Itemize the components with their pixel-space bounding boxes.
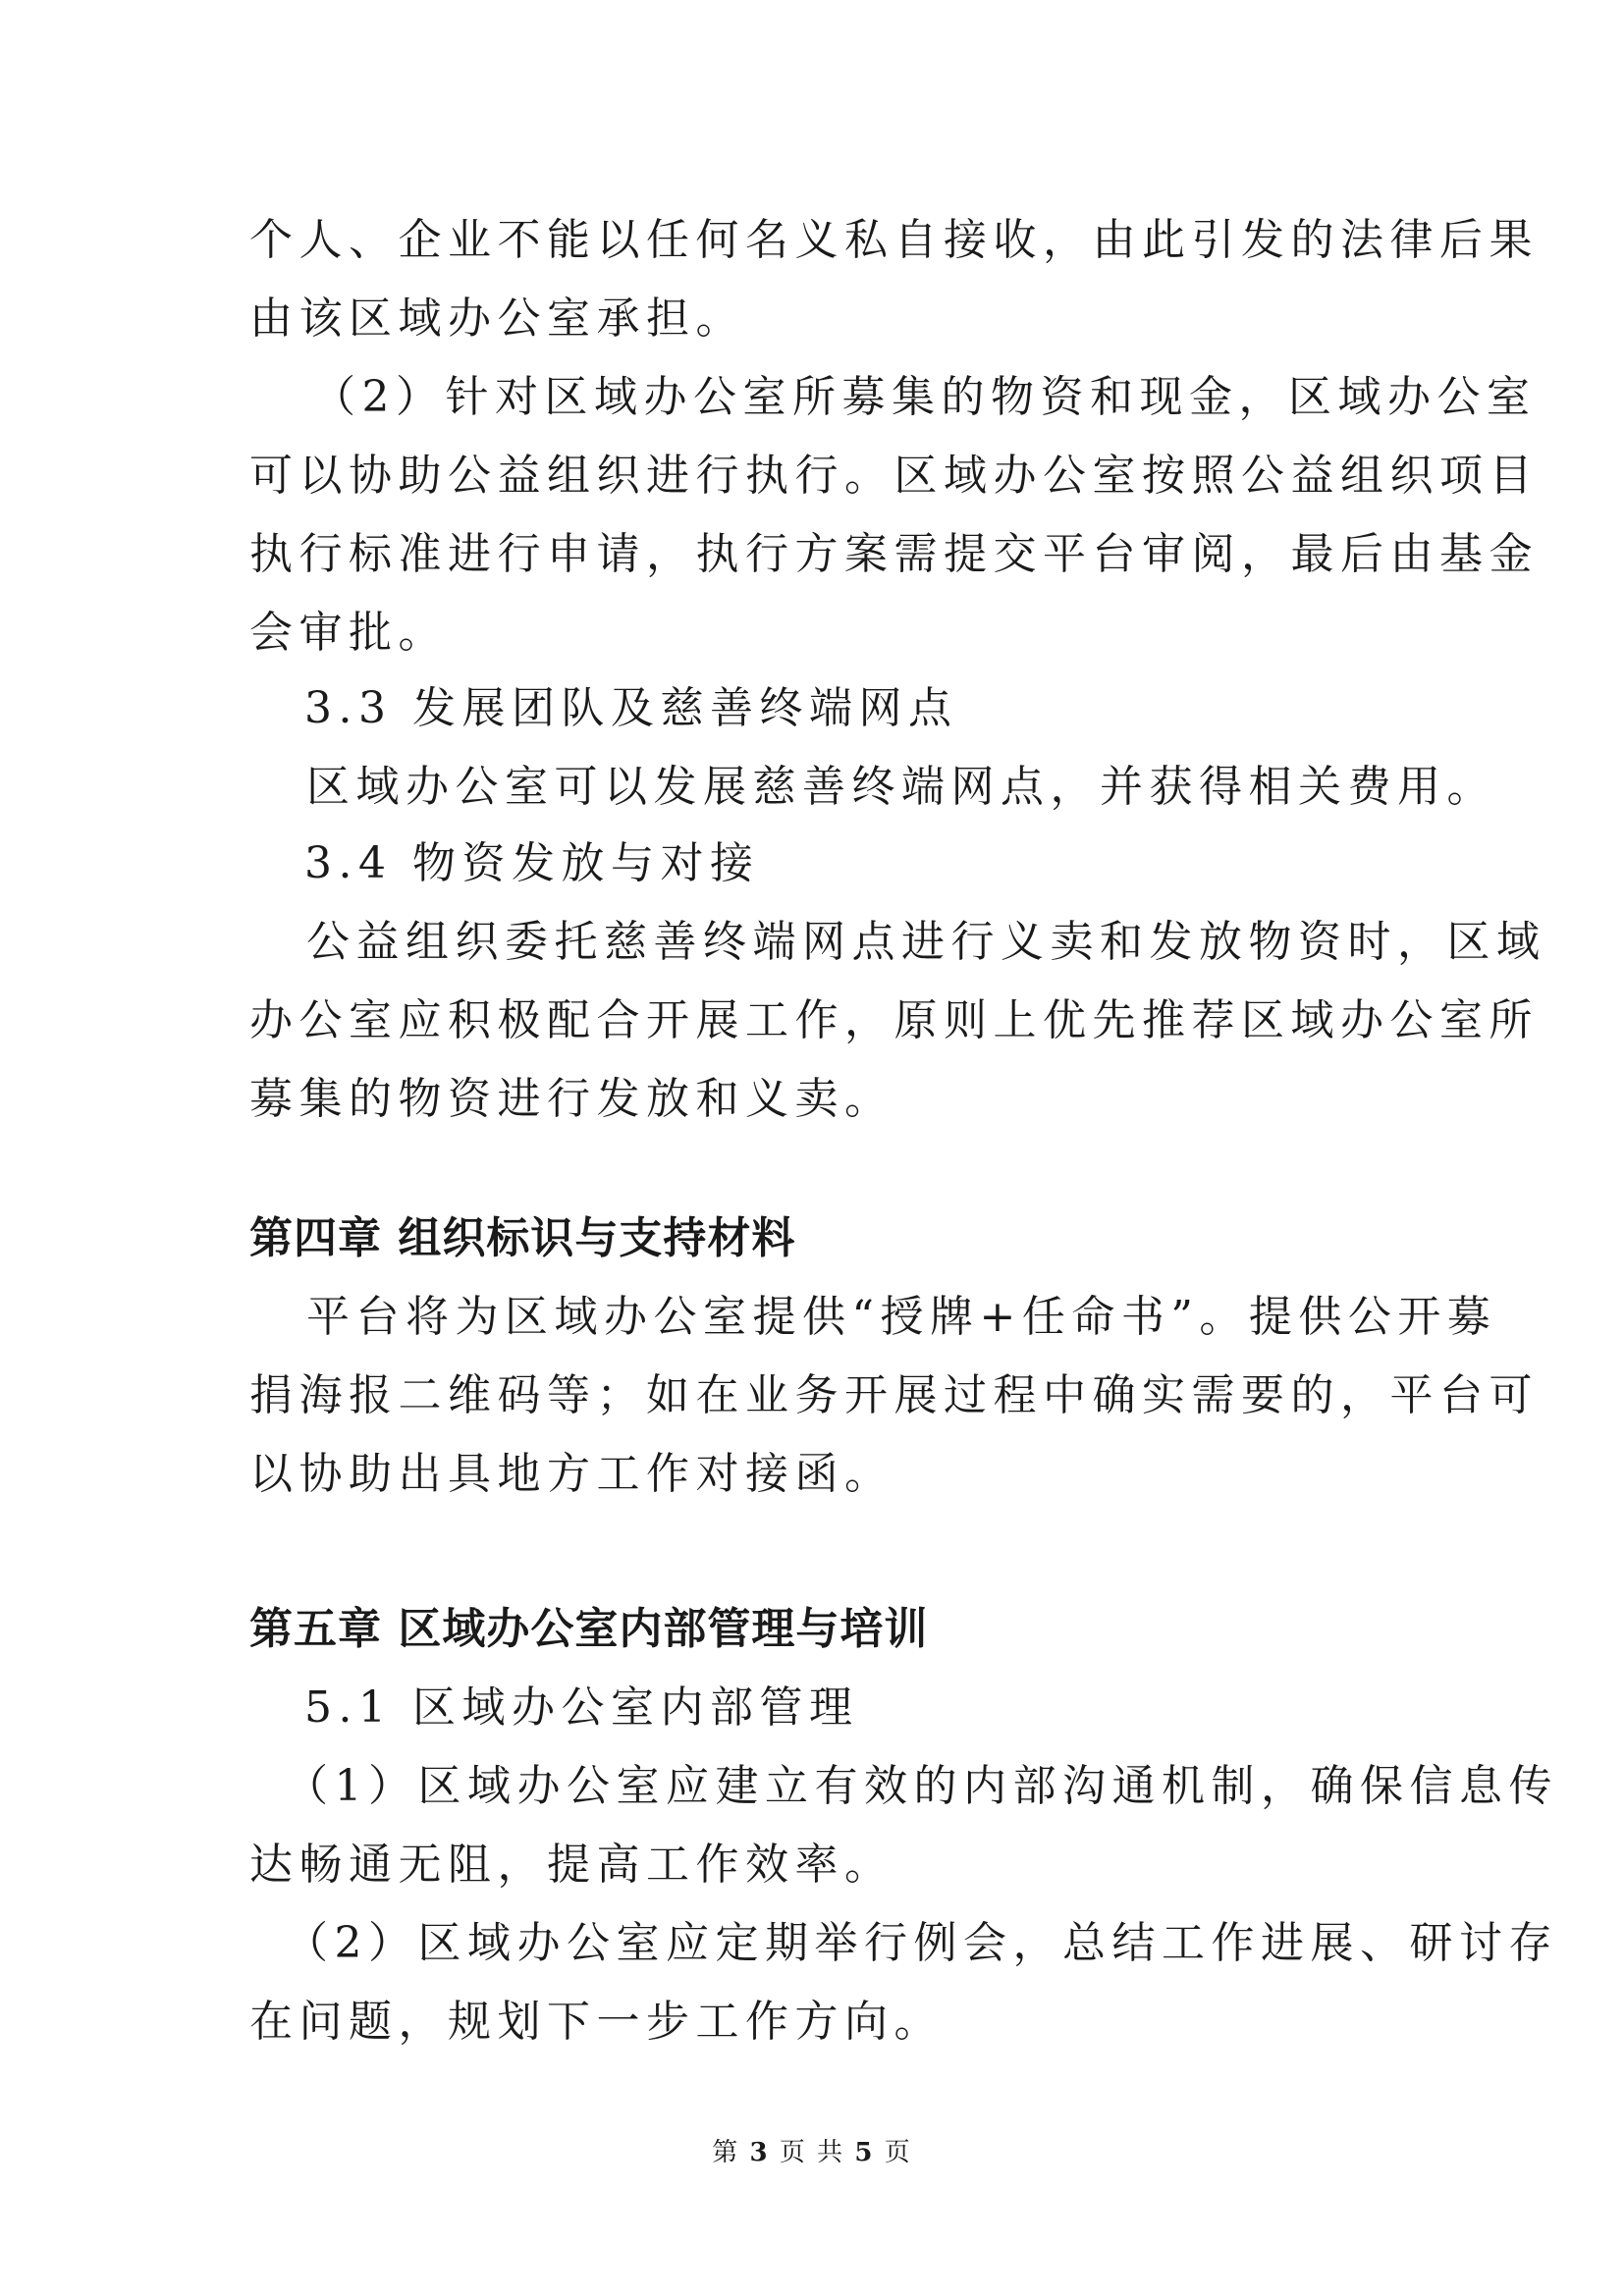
footer-middle: 页 共 [779, 2138, 845, 2167]
section-heading: 3.3 发展团队及慈善终端网点 [304, 683, 958, 733]
paragraph-line: （1）区域办公室应建立有效的内部沟通机制，确保信息传 [285, 1761, 1558, 1811]
paragraph-line: 个人、企业不能以任何名义私自接收，由此引发的法律后果 [249, 215, 1539, 265]
paragraph-line: 可以协助公益组织进行执行。区域办公室按照公益组织项目 [249, 451, 1539, 501]
paragraph-line: 会审批。 [249, 608, 448, 658]
paragraph-line: 捐海报二维码等；如在业务开展过程中确实需要的，平台可 [249, 1370, 1539, 1420]
paragraph-line: 以协助出具地方工作对接函。 [249, 1449, 894, 1499]
paragraph-line: 办公室应积极配合开展工作，原则上优先推荐区域办公室所 [249, 995, 1539, 1045]
section-heading: 5.1 区域办公室内部管理 [304, 1682, 859, 1733]
paragraph-line: 达畅通无阻，提高工作效率。 [249, 1840, 894, 1890]
paragraph-line: 募集的物资进行发放和义卖。 [249, 1074, 894, 1124]
paragraph-line: （2）区域办公室应定期举行例会，总结工作进展、研讨存 [285, 1918, 1558, 1968]
chapter-title: 第五章 区域办公室内部管理与培训 [249, 1604, 929, 1654]
paragraph-line: 平台将为区域办公室提供“授牌+任命书”。提供公开募 [306, 1292, 1497, 1342]
current-page-number: 3 [749, 2138, 770, 2167]
paragraph-line: （2）针对区域办公室所募集的物资和现金，区域办公室 [312, 372, 1537, 422]
footer-prefix: 第 [712, 2138, 740, 2167]
paragraph-line: 在问题，规划下一步工作方向。 [249, 1997, 944, 2047]
paragraph-line: 区域办公室可以发展慈善终端网点，并获得相关费用。 [306, 762, 1496, 812]
paragraph-line: 执行标准进行申请，执行方案需提交平台审阅，最后由基金 [249, 529, 1539, 579]
paragraph-line: 由该区域办公室承担。 [249, 294, 745, 344]
page-footer [0, 2133, 1624, 2172]
footer-suffix: 页 [884, 2138, 912, 2167]
chapter-title: 第四章 组织标识与支持材料 [249, 1213, 796, 1263]
section-heading: 3.4 物资发放与对接 [304, 838, 760, 888]
total-pages-number: 5 [854, 2138, 875, 2167]
paragraph-line: 公益组织委托慈善终端网点进行义卖和发放物资时，区域 [306, 917, 1546, 967]
